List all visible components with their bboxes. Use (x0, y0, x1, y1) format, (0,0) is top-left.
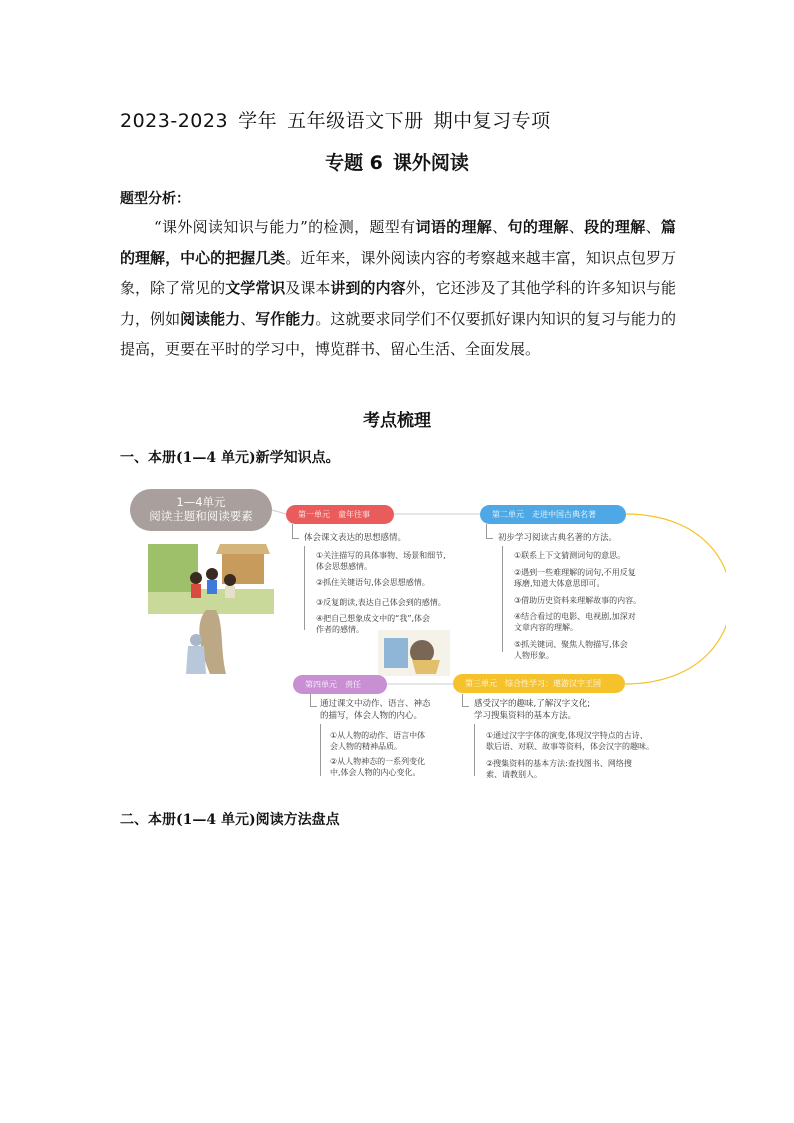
unit4-pill: 第四单元 责任 (293, 675, 387, 694)
unit3-item: ①通过汉字字体的演变,体现汉字特点的古诗、 歇后语、对联、故事等资料，体会汉字的趣味。 (486, 731, 654, 751)
unit4-goal: 通过课文中动作、语言、神态 的描写，体会人物的内心。 (320, 699, 431, 721)
subtitle-text: 课外阅读 (392, 152, 469, 174)
title-topic: 期中复习专项 (433, 110, 551, 132)
mind-map (126, 484, 726, 790)
heading-reading-methods: 二、本册(1—4 单元)阅读方法盘点 (120, 812, 340, 828)
paragraph-text: 、 (568, 218, 585, 236)
unit2-pill: 第二单元 走进中国古典名著 (480, 505, 626, 524)
unit1-item: ④把自己想象成文中的“我”,体会 作者的感情。 (316, 614, 431, 634)
analysis-label: 题型分析： (120, 191, 190, 207)
unit4-item: ②从人物神态的一系列变化 中,体会人物的内心变化。 (330, 757, 426, 777)
mind-map-root: 1—4单元 阅读主题和阅读要素 (130, 489, 272, 531)
paragraph-text: 外，它还涉及了其他学科的许多知识与能力，例如 (120, 279, 676, 328)
unit3-pill: 第三单元 综合性学习：遨游汉字王国 (453, 674, 625, 693)
key-term: 词语的理解 (415, 218, 493, 236)
unit3-goal: 感受汉字的趣味,了解汉字文化; 学习搜集资料的基本方法。 (474, 699, 591, 721)
title-term: 学年 (238, 110, 278, 132)
paragraph-text: 、 (645, 218, 661, 236)
subtitle-number: 专题 6 (325, 152, 383, 174)
document-subtitle (0, 148, 794, 175)
children-playing-illustration (148, 544, 274, 614)
unit1-pill: 第一单元 童年往事 (286, 505, 394, 524)
unit1-goal: 体会课文表达的思想感情。 (304, 533, 407, 543)
key-term: 篇的理解，中心的把握几类 (120, 218, 676, 267)
analysis-paragraph (120, 212, 676, 365)
heading-new-knowledge: 一、本册(1—4 单元)新学知识点。 (120, 450, 340, 466)
key-term: 句的理解 (507, 218, 569, 236)
unit3-item: ②搜集资料的基本方法:查找图书、网络搜 索、请教别人。 (486, 759, 632, 779)
unit2-item: ③借助历史资料来理解故事的内容。 (514, 596, 642, 605)
unit2-item: ①联系上下文猜测词句的意思。 (514, 551, 626, 560)
title-year: 2023-2023 (120, 110, 229, 132)
paragraph-text: “课外阅读知识与能力”的检测，题型有 (154, 218, 416, 236)
unit1-item: ②抓住关键语句,体会思想感情。 (316, 578, 430, 587)
section-title: 考点梳理 (363, 411, 431, 431)
key-term: 讲到的内容 (330, 279, 406, 297)
paragraph-text: 、 (492, 218, 508, 236)
key-term: 文学常识 (225, 279, 286, 297)
unit2-item: ②遇到一些难理解的词句,不用反复 琢磨,知道大体意思即可。 (514, 568, 636, 588)
tree-and-man-illustration (176, 610, 246, 676)
key-term: 段的理解 (584, 218, 646, 236)
key-term: 阅读能力 (180, 309, 241, 328)
paragraph-text: 及课本 (285, 279, 331, 297)
key-term: 写作能力 (255, 309, 316, 328)
title-book: 五年级语文下册 (287, 110, 424, 132)
unit2-item: ④结合看过的电影、电视剧,加深对 文章内容的理解。 (514, 612, 636, 632)
paragraph-text: 。这就要求同学们不仅要抓好课内知识的复习与能力的提高，更要在平时的学习中，博览群书、留心生活、全面发展。 (120, 309, 676, 358)
unit1-item: ③反复朗读,表达自己体会到的感情。 (316, 598, 446, 607)
document-title (120, 106, 561, 133)
unit2-goal: 初步学习阅读古典名著的方法。 (498, 533, 618, 543)
unit1-item: ①关注描写的具体事物、场景和细节, 体会思想感情。 (316, 551, 446, 571)
ancient-scene-illustration (378, 630, 450, 676)
paragraph-text: 。近年来，课外阅读内容的考察越来越丰富，知识点包罗万象，除了常见的 (120, 248, 676, 297)
unit4-item: ①从人物的动作、语言中体 会人物的精神品质。 (330, 731, 426, 751)
unit2-item: ⑤抓关键词、聚焦人物描写,体会 人物形象。 (514, 640, 628, 660)
paragraph-text: 、 (240, 309, 256, 328)
